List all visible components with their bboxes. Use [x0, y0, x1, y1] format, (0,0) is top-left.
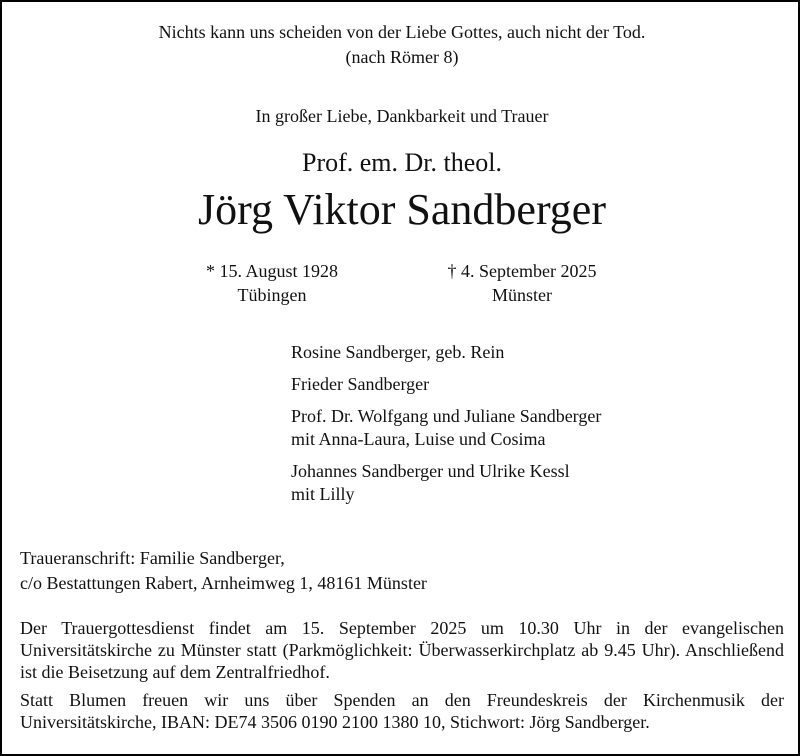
death-place: Münster [492, 285, 552, 305]
mourner-line: Rosine Sandberger, geb. Rein [291, 342, 505, 362]
death-info [427, 259, 617, 307]
mourner-line: Johannes Sandberger und Ulrike Kessl [291, 461, 570, 481]
mourner-line: mit Lilly [291, 484, 355, 504]
address-line: Traueranschrift: Familie Sandberger, [20, 548, 285, 568]
mourner-group [291, 460, 711, 506]
bible-verse-text: Nichts kann uns scheiden von der Liebe Gottes, auch nicht der Tod. [158, 22, 646, 42]
bible-verse-reference: (nach Römer 8) [345, 47, 459, 67]
mourner-line: Prof. Dr. Wolfgang und Juliane Sandberger [291, 406, 602, 426]
address-line: c/o Bestattungen Rabert, Arnheimweg 1, 48161 Münster [20, 573, 427, 593]
funeral-service-text: Der Trauergottesdienst findet am 15. September 2025 um 10.30 Uhr in der evangelischen Universitätskirche zu Münster statt (Parkmöglichkeit: Überwasserkirchplatz ab 9.45 Uhr). Anschließend ist die Beisetzung auf dem Zentralfriedhof. [20, 618, 784, 682]
mourner-group [291, 373, 711, 396]
mourning-address [20, 546, 780, 596]
mourner-group [291, 405, 711, 451]
service-details [20, 617, 784, 739]
donation-text: Statt Blumen freuen wir uns über Spenden an den Freundeskreis der Kirchenmusik der Universitätskirche, IBAN: DE74 3506 0190 2100 1380 10, Stichwort: Jörg Sandberger. [20, 690, 784, 732]
academic-title: Prof. em. Dr. theol. [301, 148, 503, 177]
mourner-group [291, 341, 711, 364]
birth-date: * 15. August 1928 [205, 261, 338, 281]
mourner-line: Frieder Sandberger [291, 374, 430, 394]
birth-info [177, 259, 367, 307]
birth-place: Tübingen [237, 285, 307, 305]
intro-text: In großer Liebe, Dankbarkeit und Trauer [255, 106, 549, 126]
mourners-list [291, 341, 711, 515]
deceased-name: Jörg Viktor Sandberger [198, 185, 606, 234]
mourner-line: mit Anna-Laura, Luise und Cosima [291, 429, 546, 449]
death-date: † 4. September 2025 [447, 261, 597, 281]
bible-verse [2, 20, 800, 70]
